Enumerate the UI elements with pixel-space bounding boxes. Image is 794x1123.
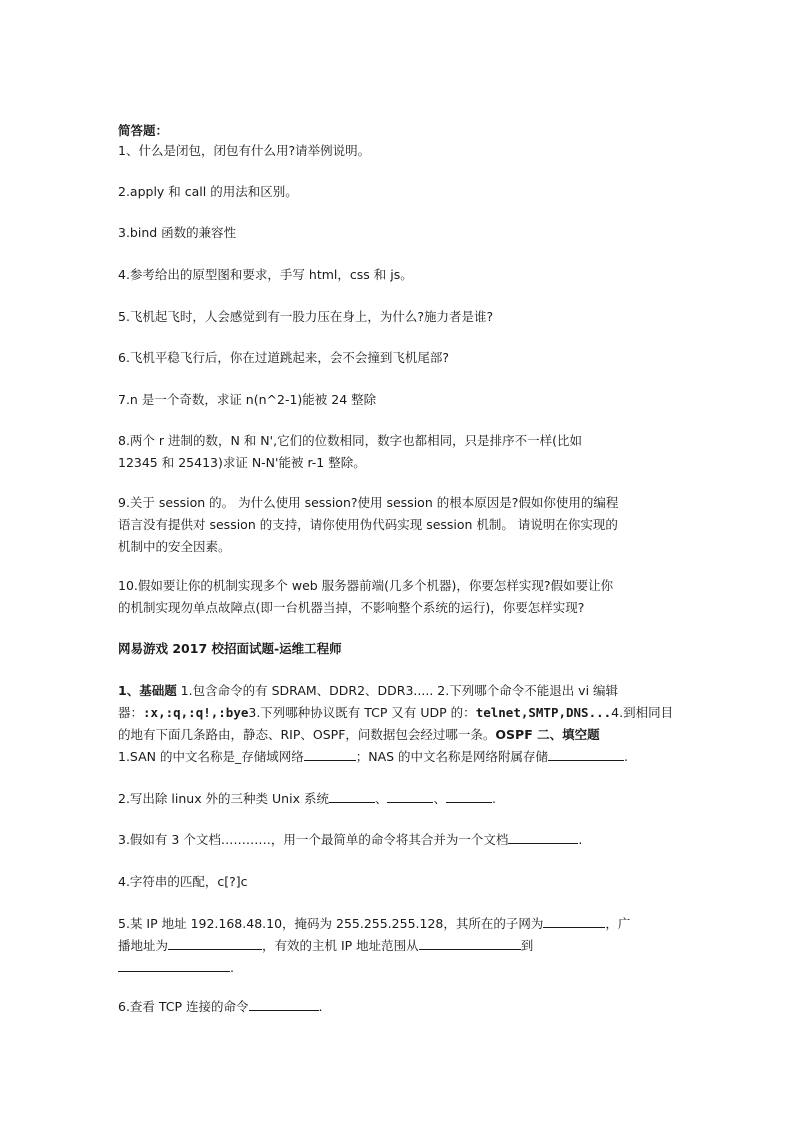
basic-q1: 1.包含命令的有 SDRAM、DDR2、DDR3..... 2.下列哪个命令不能退出 vi 编辑器： [118, 683, 619, 720]
fill-5-text-b: ，广 [605, 916, 631, 931]
section-2-title: 网易游戏 2017 校招面试题-运维工程师 [118, 641, 342, 656]
basic-fill-heading: OSPF 二、填空题 [495, 727, 600, 742]
question-4: 4.参考给出的原型图和要求，手写 html，css 和 js。 [118, 267, 413, 282]
fill-5-text-a: 5.某 IP 地址 192.168.48.10，掩码为 255.255.255.128，其所在的子网为 [118, 916, 544, 931]
question-1: 1、什么是闭包，闭包有什么用?请举例说明。 [118, 143, 371, 158]
fill-2-blank-3 [446, 788, 492, 803]
fill-1 [118, 746, 628, 768]
fill-5-period: . [230, 960, 234, 975]
question-10-line-2: 的机制实现勿单点故障点(即一台机器当掉，不影响整个系统的运行)，你要怎样实现? [118, 600, 585, 615]
question-8-line-1: 8.两个 r 进制的数，N 和 N',它们的位数相同，数字也都相同，只是排序不一样(比如 [118, 433, 582, 448]
basic-vi-options: :x,:q,:q!,:bye [143, 705, 249, 720]
fill-5-blank-range-end [118, 957, 230, 972]
fill-6-period: . [318, 999, 323, 1014]
fill-5-blank-subnet [543, 913, 605, 928]
basic-questions [118, 680, 678, 746]
basic-q4-cont: 的地有下面几条路由，静态、RIP、OSPF，问数据包会经过哪一条。 [118, 727, 496, 742]
fill-3-blank [508, 829, 578, 844]
basic-questions-text [118, 680, 678, 746]
fill-3-text: 3.假如有 3 个文档…………，用一个最简单的命令将其合并为一个文档 [118, 832, 509, 847]
basic-label: 1、基础题 [118, 683, 177, 698]
question-5: 5.飞机起飞时，人会感觉到有一股力压在身上，为什么?施力者是谁? [118, 309, 494, 324]
question-10-line-1: 10.假如要让你的机制实现多个 web 服务器前端(几多个机器)，你要怎样实现?假如要让你 [118, 578, 614, 593]
basic-protocols: telnet,SMTP,DNS... [475, 705, 612, 720]
fill-6 [118, 996, 323, 1018]
fill-3-period: . [578, 832, 583, 847]
question-8-line-2: 12345 和 25413)求证 N-N'能被 r-1 整除。 [118, 455, 366, 470]
basic-q4: 4.到相同目 [611, 705, 674, 720]
fill-2-blank-1 [329, 788, 375, 803]
fill-5-text-d: ，有效的主机 IP 地址范围从 [262, 938, 419, 953]
fill-2-text: 2.写出除 linux 外的三种类 Unix 系统 [118, 791, 329, 806]
fill-6-blank [249, 996, 319, 1011]
fill-2-sep-2: 、 [433, 791, 446, 806]
fill-5 [118, 913, 630, 979]
fill-1-period: . [624, 749, 629, 764]
fill-6-text: 6.查看 TCP 连接的命令 [118, 999, 249, 1014]
question-9-line-1: 9.关于 session 的。 为什么使用 session?使用 session 的根本原因是?假如你使用的编程 [118, 495, 619, 510]
question-2: 2.apply 和 call 的用法和区别。 [118, 184, 298, 199]
question-10 [118, 575, 613, 619]
fill-1-blank-b [548, 746, 624, 761]
fill-5-text-e: 到 [520, 938, 534, 953]
basic-q3: 3.下列哪种协议既有 TCP 又有 UDP 的： [248, 705, 476, 720]
question-9-line-2: 语言没有提供对 session 的支持，请你使用伪代码实现 session 机制。 请说明在你实现的 [118, 517, 618, 532]
question-9-line-3: 机制中的安全因素。 [118, 539, 231, 554]
fill-1-text-b: ；NAS 的中文名称是网络附属存储 [355, 749, 549, 764]
section-heading: 简答题： [118, 123, 169, 138]
question-7: 7.n 是一个奇数，求证 n(n^2-1)能被 24 整除 [118, 392, 377, 407]
fill-3 [118, 829, 582, 851]
fill-5-line-1 [118, 913, 630, 935]
fill-2-period: . [491, 791, 496, 806]
fill-5-blank-broadcast [168, 935, 262, 950]
fill-2 [118, 788, 496, 810]
question-8 [118, 430, 582, 474]
question-9 [118, 492, 618, 558]
fill-5-text-c: 播地址为 [118, 938, 169, 953]
fill-1-blank-a [304, 746, 356, 761]
fill-1-text-a: 1.SAN 的中文名称是_存储域网络 [118, 749, 304, 764]
fill-5-blank-range-start [419, 935, 521, 950]
fill-5-line-3 [118, 957, 630, 979]
fill-2-blank-2 [387, 788, 433, 803]
fill-2-sep-1: 、 [374, 791, 388, 806]
fill-4: 4.字符串的匹配，c[?]c [118, 874, 248, 889]
question-6: 6.飞机平稳飞行后，你在过道跳起来，会不会撞到飞机尾部? [118, 350, 450, 365]
fill-5-line-2 [118, 935, 630, 957]
question-3: 3.bind 函数的兼容性 [118, 225, 237, 240]
